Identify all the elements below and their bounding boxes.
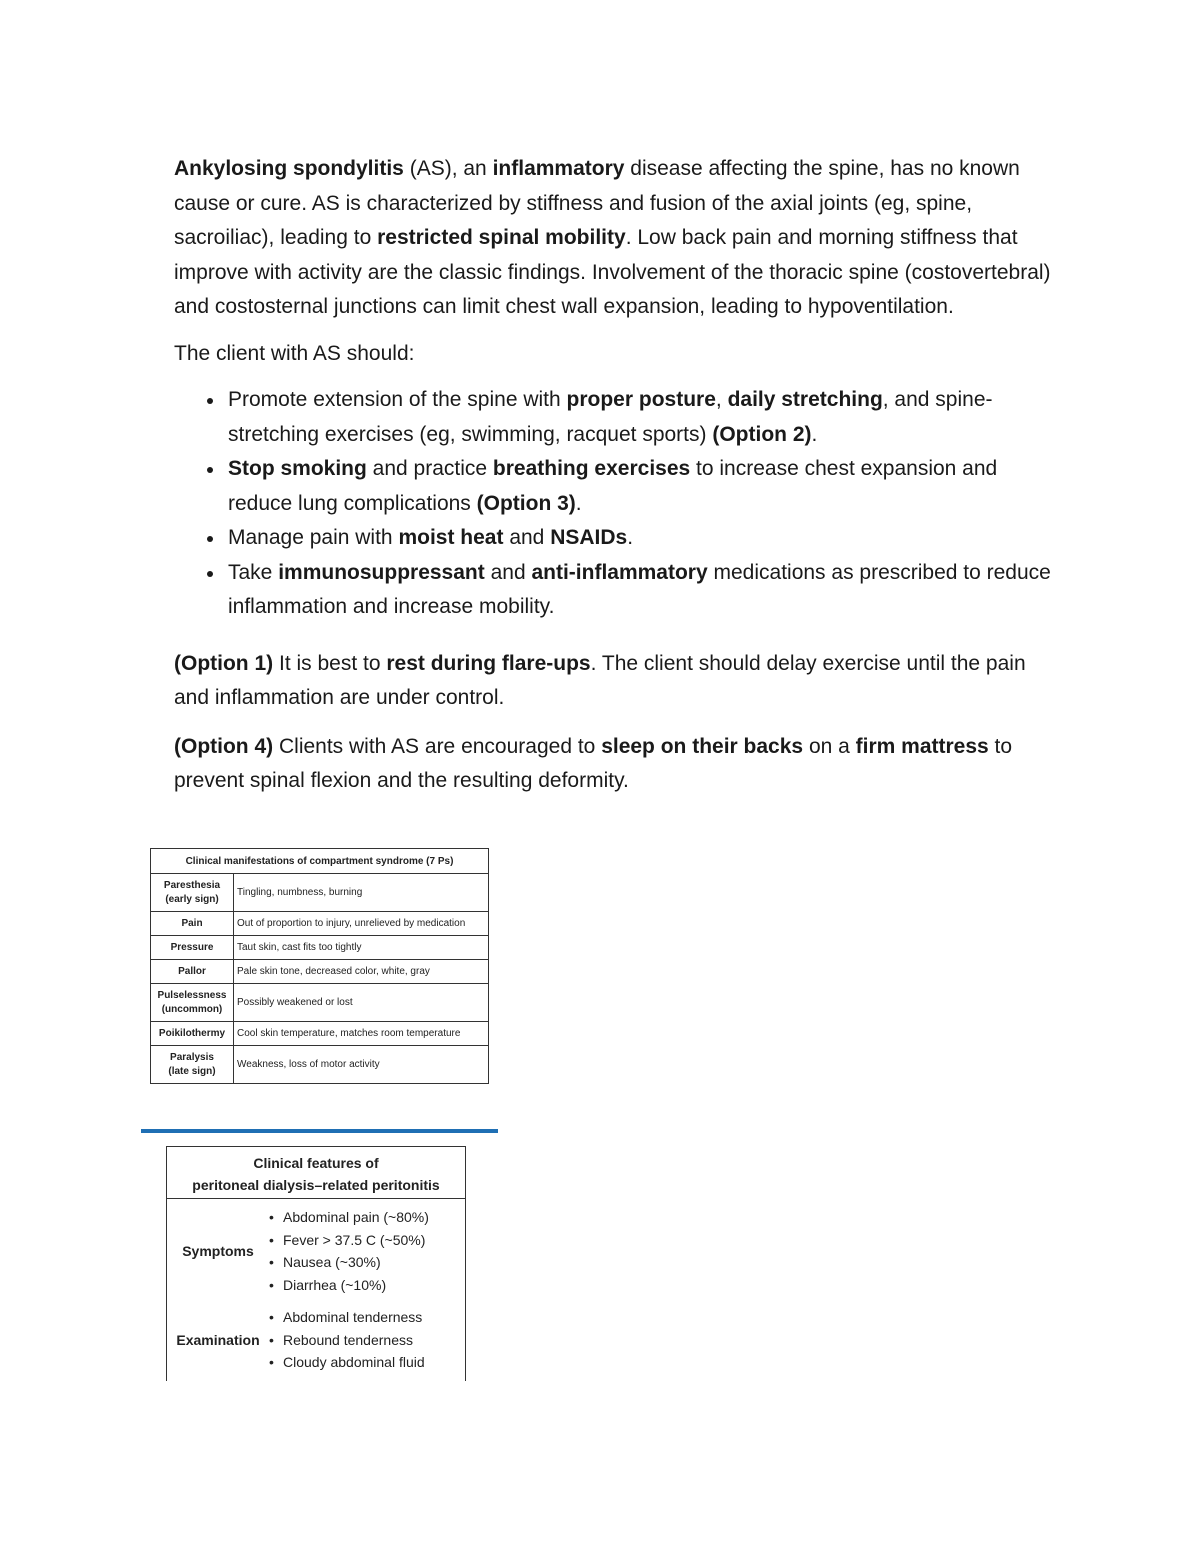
label-qualifier: (early sign) <box>165 893 219 905</box>
label-qualifier: (uncommon) <box>161 1003 223 1015</box>
row-value: Possibly weakened or lost <box>234 984 489 1022</box>
bold-run: sleep on their backs <box>601 734 804 758</box>
list-item: • Abdominal tenderness <box>269 1306 425 1329</box>
table-row <box>151 936 489 960</box>
text-run: to prevent spinal flexion and the resulting deformity. <box>174 734 1013 792</box>
compartment-syndrome-table <box>150 848 489 1084</box>
bold-run: moist heat <box>398 526 504 549</box>
term-restricted-mobility: restricted spinal mobility <box>377 226 626 249</box>
text-run: . Low back pain and morning stiffness that improve with activity are the classic findings. Involvement of the thoracic spine (costovertebral) and costosternal junctions can limit chest wall expansion, leading to hypoventilation. <box>174 226 1051 318</box>
list-item <box>228 452 1054 521</box>
bold-run: immunosuppressant <box>278 560 485 584</box>
option-ref: (Option 2) <box>712 422 812 446</box>
term-ankylosing-spondylitis: Ankylosing spondylitis <box>174 157 404 180</box>
list-item: • Diarrhea (~10%) <box>269 1274 429 1297</box>
bold-run: rest during flare-ups <box>386 651 591 675</box>
text-run: to increase chest expansion and reduce lung complications <box>228 457 998 515</box>
symptoms-row <box>167 1199 465 1301</box>
list-item <box>228 556 1054 625</box>
option-ref: (Option 3) <box>476 491 576 515</box>
option-ref: (Option 1) <box>174 651 274 675</box>
list-item: • Rebound tenderness <box>269 1329 425 1352</box>
table-title <box>167 1147 465 1199</box>
table-row <box>151 912 489 936</box>
text-run: , and spine-stretching exercises (eg, swimming, racquet sports) <box>228 388 993 446</box>
row-value: Weakness, loss of motor activity <box>234 1046 489 1084</box>
text-run: on a <box>803 734 856 758</box>
peritonitis-features-table <box>166 1146 466 1381</box>
row-label: Pain <box>151 912 234 936</box>
list-item <box>228 521 1054 556</box>
table-row <box>151 1046 489 1084</box>
row-label <box>151 874 234 912</box>
text-run: (AS), an <box>403 157 493 180</box>
intro-paragraph <box>174 152 1054 325</box>
bold-run: Stop smoking <box>228 457 367 480</box>
bold-run: breathing exercises <box>492 457 691 480</box>
text-run: Clients with AS are encouraged to <box>273 734 602 758</box>
symptoms-label: Symptoms <box>182 1243 254 1259</box>
option1-paragraph <box>174 647 1054 716</box>
row-label: Poikilothermy <box>151 1022 234 1046</box>
text-run: Promote extension of the spine with <box>228 388 567 411</box>
row-label: Pressure <box>151 936 234 960</box>
recommendations-list <box>174 383 1054 625</box>
bold-run: anti-inflammatory <box>531 560 708 584</box>
title-line: Clinical features of <box>253 1155 379 1171</box>
table-row <box>151 984 489 1022</box>
row-value: Pale skin tone, decreased color, white, gray <box>234 960 489 984</box>
examination-label: Examination <box>176 1332 260 1348</box>
bold-run: proper posture <box>566 388 716 411</box>
symptoms-list <box>269 1206 429 1296</box>
label-line: Paresthesia <box>163 879 221 891</box>
row-label <box>151 1046 234 1084</box>
bold-run: NSAIDs <box>550 526 628 549</box>
list-item: • Fever > 37.5 C (~50%) <box>269 1229 429 1252</box>
client-should-heading: The client with AS should: <box>174 341 415 365</box>
text-run: and <box>484 560 532 584</box>
list-item: • Nausea (~30%) <box>269 1251 429 1274</box>
label-qualifier: (late sign) <box>168 1065 216 1077</box>
text-run: medications as prescribed to reduce inflammation and increase mobility. <box>228 560 1051 618</box>
table-header-row <box>151 849 489 874</box>
row-label <box>151 984 234 1022</box>
text-run: Manage pain with <box>228 526 399 549</box>
table-row <box>151 874 489 912</box>
examination-list <box>269 1306 425 1374</box>
title-line: peritoneal dialysis–related peritonitis <box>192 1177 440 1193</box>
section-divider <box>141 1129 498 1133</box>
text-run: . <box>627 526 634 549</box>
option4-paragraph <box>174 730 1054 799</box>
option-ref: (Option 4) <box>174 734 274 758</box>
text-run: . The client should delay exercise until the pain and inflammation are under control. <box>174 651 1026 709</box>
text-run: and <box>503 526 551 549</box>
row-value: Tingling, numbness, burning <box>234 874 489 912</box>
explanation-body <box>174 152 1054 799</box>
list-item: • Cloudy abdominal fluid <box>269 1351 425 1374</box>
text-run: . <box>811 422 818 446</box>
term-inflammatory: inflammatory <box>492 157 625 180</box>
list-item <box>228 383 1054 452</box>
text-run: and practice <box>366 457 493 480</box>
text-run: , <box>715 388 728 411</box>
text-run: disease affecting the spine, has no known cause or cure. AS is characterized by stiffness and fusion of the axial joints (eg, spine, sacroiliac), leading to <box>174 157 1020 249</box>
text-run: It is best to <box>273 651 387 675</box>
label-line: Paralysis <box>170 1051 214 1063</box>
table-row <box>151 1022 489 1046</box>
table-row <box>151 960 489 984</box>
row-value: Cool skin temperature, matches room temperature <box>234 1022 489 1046</box>
row-label: Pallor <box>151 960 234 984</box>
table-title: Clinical manifestations of compartment syndrome (7 Ps) <box>151 849 489 874</box>
row-value: Taut skin, cast fits too tightly <box>234 936 489 960</box>
bold-run: firm mattress <box>855 734 989 758</box>
list-item: • Abdominal pain (~80%) <box>269 1206 429 1229</box>
label-line: Pulselessness <box>157 989 227 1001</box>
bold-run: daily stretching <box>727 388 883 411</box>
examination-row <box>167 1301 465 1379</box>
text-run: . <box>575 491 582 515</box>
row-value: Out of proportion to injury, unrelieved by medication <box>234 912 489 936</box>
text-run: Take <box>228 560 279 584</box>
